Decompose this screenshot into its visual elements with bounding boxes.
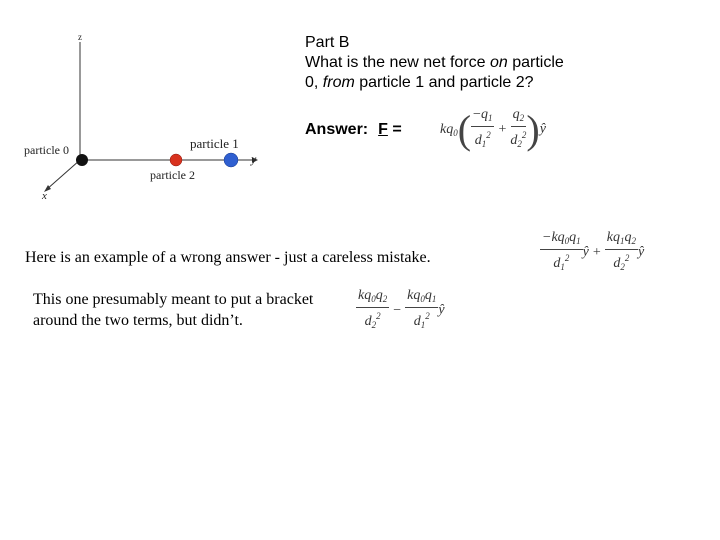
y-axis-label: y bbox=[251, 152, 257, 166]
wrong-answer-formula-2: $\frac{kq_0q_2}{d_2^2}$ − $\frac{kq_0q_1}{d_1^2}$ ŷ bbox=[358, 288, 445, 330]
bracket-note bbox=[33, 289, 313, 331]
part-title: Part B bbox=[305, 34, 350, 51]
particle-0-dot bbox=[76, 154, 88, 166]
particle-2-dot bbox=[170, 154, 182, 166]
force-symbol: F bbox=[378, 121, 388, 138]
z-axis-label: z bbox=[78, 32, 82, 42]
particle-1-label: particle 1 bbox=[190, 136, 239, 151]
wrong-answer-note: Here is an example of a wrong answer - just a careless mistake. bbox=[25, 249, 431, 266]
particle-diagram bbox=[20, 28, 270, 208]
x-axis bbox=[46, 160, 80, 190]
bracket-note-line-1: This one presumably meant to put a bracket bbox=[33, 291, 314, 308]
question-line-2: What is the new net force on particle bbox=[305, 54, 564, 71]
x-axis-label: x bbox=[42, 190, 47, 202]
correct-answer-formula: $kq_0$( $\frac{-q_1}{d_1^2}$ + $\frac{q_2}{d_2^2}$ )ŷ bbox=[440, 107, 546, 152]
question-text bbox=[305, 33, 635, 93]
particle-1-dot bbox=[224, 153, 238, 167]
answer-label: Answer: F = bbox=[305, 121, 402, 138]
bracket-note-line-2: around the two terms, but didn’t. bbox=[33, 312, 243, 329]
question-line-3: 0, from particle 1 and particle 2? bbox=[305, 74, 534, 91]
wrong-answer-formula-1: $\frac{-kq_0q_1}{d_1^2}$ ŷ + $\frac{kq_1q_2}{d_2^2}$ ŷ bbox=[542, 230, 645, 272]
particle-0-label: particle 0 bbox=[24, 143, 69, 157]
particle-2-label: particle 2 bbox=[150, 168, 195, 182]
